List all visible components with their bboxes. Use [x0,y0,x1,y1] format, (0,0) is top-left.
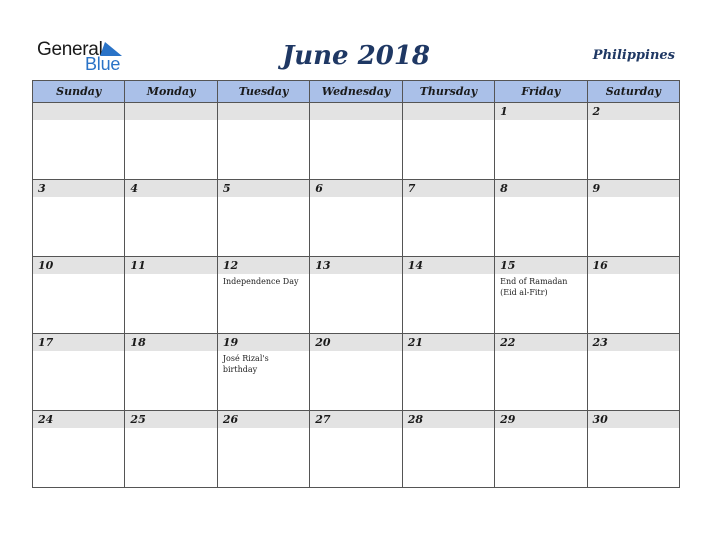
weekday-header: Monday [125,81,217,103]
day-cell [33,334,125,411]
day-cell [33,257,125,334]
week-row [33,334,680,411]
day-number: 6 [310,180,401,197]
day-cell [217,411,309,488]
day-number: 27 [310,411,401,428]
day-number: 17 [33,334,124,351]
day-cell [587,257,679,334]
day-cell [495,334,587,411]
day-event [588,351,679,353]
day-number: 16 [588,257,679,274]
day-cell [125,180,217,257]
day-cell [33,103,125,180]
day-cell [587,411,679,488]
day-number: 10 [33,257,124,274]
day-event [495,120,586,122]
day-number: 12 [218,257,309,274]
day-number: 13 [310,257,401,274]
day-event [218,428,309,430]
day-number: 29 [495,411,586,428]
day-event: Independence Day [222,277,299,286]
day-event [588,120,679,122]
day-event [495,428,586,430]
week-row [33,411,680,488]
logo-text-blue: Blue [85,54,121,74]
day-number: 4 [125,180,216,197]
day-cell [310,334,402,411]
day-event [33,351,124,353]
day-event [495,197,586,199]
day-event [310,428,401,430]
day-number: 7 [403,180,494,197]
week-row [33,103,680,180]
day-cell [33,411,125,488]
day-number: 21 [403,334,494,351]
day-cell [217,334,309,411]
day-event [125,274,216,276]
day-number: 14 [403,257,494,274]
day-event [33,274,124,276]
day-cell [125,411,217,488]
day-number: 18 [125,334,216,351]
week-row [33,180,680,257]
day-number: 3 [33,180,124,197]
day-event: José Rizal's birthday [222,354,269,374]
weekday-header: Thursday [402,81,494,103]
day-event [310,120,401,122]
day-cell [587,334,679,411]
weekday-header: Tuesday [217,81,309,103]
calendar-grid [32,80,680,488]
day-event [495,351,586,353]
day-event [310,351,401,353]
day-number: 19 [218,334,309,351]
day-cell [33,180,125,257]
day-cell [587,103,679,180]
week-row [33,257,680,334]
day-event [403,351,494,353]
day-number: 23 [588,334,679,351]
day-event [403,120,494,122]
logo-text-general: General [37,39,103,60]
day-number [310,103,401,120]
day-cell [402,180,494,257]
day-cell [495,411,587,488]
day-number: 8 [495,180,586,197]
day-number: 11 [125,257,216,274]
day-number: 30 [588,411,679,428]
day-number: 20 [310,334,401,351]
day-cell [310,180,402,257]
day-cell [402,411,494,488]
day-cell [125,257,217,334]
day-event [403,428,494,430]
day-cell [310,103,402,180]
day-event [310,274,401,276]
weekday-header: Sunday [33,81,125,103]
day-event [218,120,309,122]
day-cell [217,257,309,334]
day-cell [495,180,587,257]
calendar-title: June 2018 [281,41,431,71]
day-number: 28 [403,411,494,428]
day-event [588,197,679,199]
day-cell [495,257,587,334]
day-cell [587,180,679,257]
day-event [588,428,679,430]
day-event [403,197,494,199]
weekday-header: Saturday [587,81,679,103]
day-cell [217,103,309,180]
day-event [33,120,124,122]
weekday-header-row [33,81,680,103]
day-event [588,274,679,276]
day-number: 9 [588,180,679,197]
country-label: Philippines [592,48,675,63]
day-cell [402,334,494,411]
day-cell [402,257,494,334]
day-cell [310,411,402,488]
day-event: End of Ramadan (Eid al-Fitr) [500,277,568,297]
day-number: 5 [218,180,309,197]
day-number: 1 [495,103,586,120]
day-cell [402,103,494,180]
day-number [218,103,309,120]
day-cell [310,257,402,334]
day-number: 26 [218,411,309,428]
day-number [125,103,216,120]
day-event [33,428,124,430]
day-number: 15 [495,257,586,274]
day-event [125,351,216,353]
day-number [33,103,124,120]
day-event [125,120,216,122]
day-event [33,197,124,199]
day-number: 22 [495,334,586,351]
day-event [125,197,216,199]
day-cell [495,103,587,180]
day-number: 24 [33,411,124,428]
day-event [125,428,216,430]
weekday-header: Friday [495,81,587,103]
day-event [218,197,309,199]
day-number [403,103,494,120]
day-number: 2 [588,103,679,120]
day-event [403,274,494,276]
day-event [310,197,401,199]
day-cell [125,103,217,180]
day-cell [125,334,217,411]
day-cell [217,180,309,257]
weekday-header: Wednesday [310,81,402,103]
day-number: 25 [125,411,216,428]
